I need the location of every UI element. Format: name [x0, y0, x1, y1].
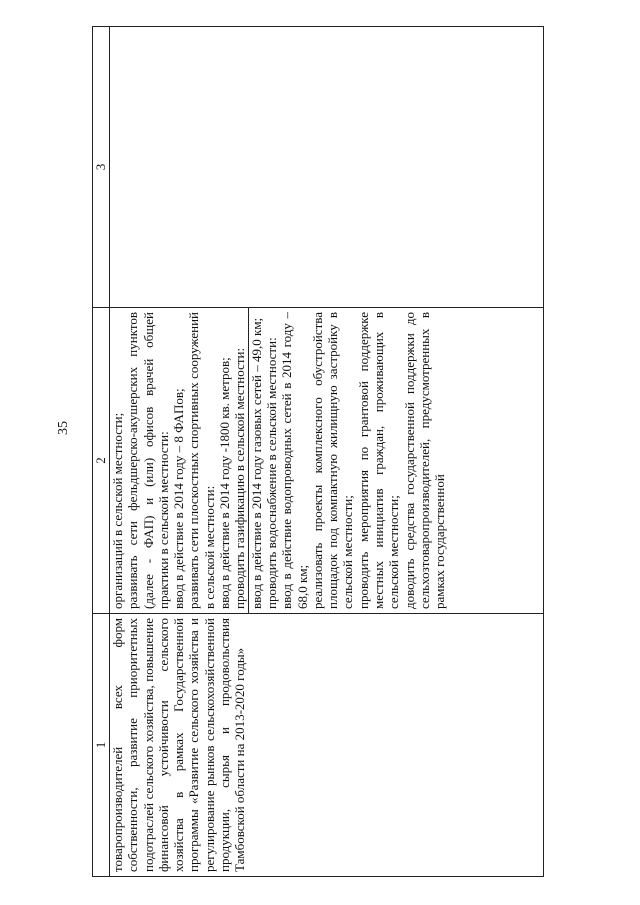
- col2-item-2: ввод в действие в 2014 году – 8 ФАПов;: [171, 388, 187, 609]
- header-cell-1: 1: [93, 614, 110, 877]
- column-2-cell: [110, 308, 544, 614]
- table-row: [110, 27, 544, 877]
- col2-item-1: развивать сети фельдшерско-акушерских пунктов (далее - ФАП) и (или) офисов врачей общей практики в сельской местности:: [125, 312, 171, 609]
- col2-item-6: ввод в действие в 2014 году газовых сетей – 49,0 км;: [248, 308, 264, 613]
- column-1-text: товаропроизводителей всех форм собственности, развитие приоритетных подотраслей сельского хозяйства, повышение финансовой устойчивости сельского хозяйства в рамках Государственной программы «Развитие сельского хозяйства и регулирование рынков сельскохозяйственной продукции, сырья и продовольствия Тамбовской области на 2013-2020 годы»: [110, 618, 248, 872]
- col2-item-5: проводить газификацию в сельской местности:: [232, 347, 248, 609]
- col2-item-4: ввод в действие в 2014 году -1800 кв. метров;: [217, 357, 233, 609]
- header-cell-2: 2: [93, 308, 110, 614]
- document-table: [92, 26, 544, 877]
- col2-item-0: организаций в сельской местности;: [110, 412, 125, 609]
- column-1-cell: [110, 614, 544, 877]
- col2-item-8: ввод в действие водопроводных сетей в 2014 году – 68,0 км;: [279, 312, 310, 609]
- table-header-row: [93, 27, 110, 877]
- page-number: 35: [56, 421, 71, 435]
- col2-item-3: развивать сети плоскостных спортивных сооружений в сельской местности:: [186, 312, 217, 609]
- col2-item-9: реализовать проекты комплексного обустройства площадок под компактную жилищную застройку в сельской местности;: [309, 312, 356, 609]
- col2-item-11: доводить средства государственной поддержки до сельхозтоваропроизводителей, предусмотренных в рамках государственной: [401, 312, 448, 609]
- col2-item-7: проводить водоснабжение в сельской местности:: [263, 337, 279, 609]
- header-cell-3: 3: [93, 27, 110, 308]
- col2-item-10: проводить мероприятия по грантовой поддержке местных инициатив граждан, проживающих в сельской местности;: [355, 312, 402, 609]
- column-3-cell: [110, 27, 544, 308]
